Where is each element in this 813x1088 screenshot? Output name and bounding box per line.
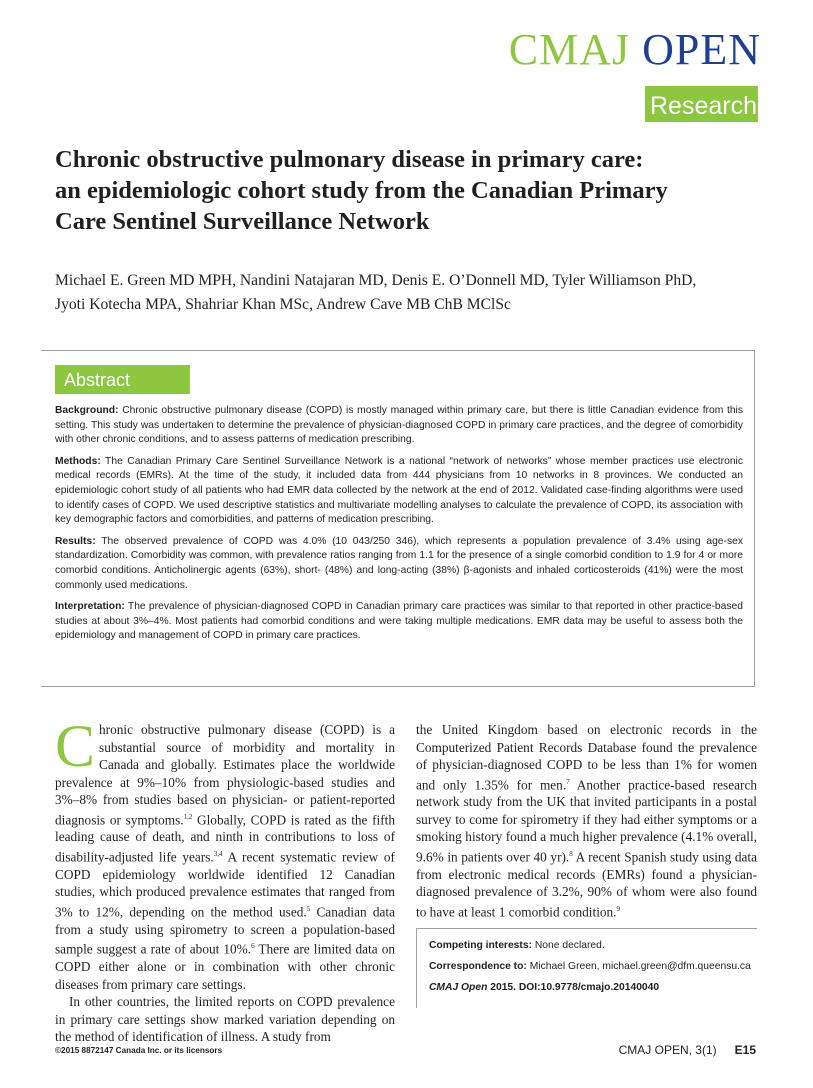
title-line: Chronic obstructive pulmonary disease in primary care: bbox=[55, 146, 644, 173]
correspondence bbox=[429, 960, 789, 973]
citation-journal: CMAJ Open bbox=[429, 982, 488, 993]
body-text: Canadian data from a study using spirometry to screen a population-based sample suggest a rate of about 10%. bbox=[55, 904, 396, 957]
title-line: Care Sentinel Surveillance Network bbox=[55, 208, 430, 235]
author-list bbox=[55, 269, 775, 317]
body-text: hronic obstructive pulmonary disease (COPD) is a substantial source of morbidity and mortality in Canada and globally. Estimates place the worldwide prevalence at 9%–10% from physiologic-based studies and 3%–8% from studies based on physician- or patient-reported diagnosis or symptoms. bbox=[55, 722, 395, 827]
info-text: Michael Green, michael.green@dfm.queensu.ca bbox=[529, 961, 751, 972]
abstract-background bbox=[55, 404, 743, 448]
citation-ref: 5 bbox=[306, 904, 311, 913]
abstract-text: The observed prevalence of COPD was 4.0% (10 043/250 346), which represents a population prevalence of 3.4% using age-sex standardization. Comorbidity was common, with prevalence ratios ranging from 1.1 for the presence of a single comorbid condition to 1.9 for 4 or more comorbid conditions. Anticholinergic agents (63%), short- (48%) and long-acting (38%) β-agonists and inhaled corticosteroids (41%) were the most commonly used medications. bbox=[55, 535, 743, 591]
body-paragraph bbox=[55, 713, 396, 993]
info-label: Correspondence to: bbox=[429, 961, 527, 972]
citation-ref: 9 bbox=[616, 904, 621, 913]
abstract-text: Chronic obstructive pulmonary disease (COPD) is mostly managed within primary care, but there is little Canadian evidence from this setting. This study was undertaken to determine the prevalence of physician-diagnosed COPD in primary care practices, and the degree of comorbidity with other chronic conditions, and to assess patterns of medication prescribing. bbox=[55, 405, 743, 446]
authors-line: Michael E. Green MD MPH, Nandini Natajaran MD, Denis E. O’Donnell MD, Tyler Williamson PhD, bbox=[55, 272, 697, 289]
body-text: the United Kingdom based on electronic records in the Computerized Patient Records Database found the prevalence of physician-diagnosed COPD to be less than 1% for women and only 1.35% for men. bbox=[416, 722, 757, 792]
body-text: A recent systematic review of COPD epidemiology worldwide identified 12 Canadian studies, which produced prevalence estimates that ranged from 3% to 12%, depending on the method used. bbox=[55, 849, 395, 920]
info-label: Competing interests: bbox=[429, 940, 532, 951]
logo-cmaj: CMAJ bbox=[508, 25, 631, 74]
page-footer bbox=[619, 1043, 756, 1057]
citation-ref: 3,4 bbox=[213, 849, 223, 858]
copyright-notice: ©2015 8872147 Canada Inc. or its licensors bbox=[55, 1046, 223, 1055]
competing-interests bbox=[429, 939, 789, 952]
body-text: Another practice-based research network study from the UK that invited participants in a postal survey to come for spirometry if they had either symptoms or a smoking history found a much higher prevalence (4.1% overall, 9.6% in patients over 40 yr). bbox=[416, 776, 758, 865]
body-text: Globally, COPD is rated as the fifth leading cause of death, and ninth in contributions to loss of disability-adjusted life years. bbox=[55, 811, 395, 865]
authors-line: Jyoti Kotecha MPA, Shahriar Khan MSc, Andrew Cave MB ChB MClSc bbox=[55, 296, 511, 313]
citation-ref: 7 bbox=[566, 777, 570, 786]
section-label: Research bbox=[645, 86, 758, 122]
body-text: There are limited data on COPD either alone or in combination with other chronic diseases from primary care settings. bbox=[55, 941, 395, 992]
abstract-label: Results: bbox=[55, 535, 96, 547]
article-title bbox=[55, 144, 775, 237]
abstract-results bbox=[55, 535, 743, 593]
abstract-interpretation bbox=[55, 600, 743, 644]
body-text: A recent Spanish study using data from electronic medical records (EMRs) found a physician-diagnosed prevalence of 3.2%, 90% of whom were also found to have at least 1 comorbid condition. bbox=[416, 849, 757, 920]
footer-journal: CMAJ OPEN, 3(1) bbox=[618, 1043, 717, 1057]
drop-cap: C bbox=[55, 713, 96, 779]
journal-logo bbox=[508, 25, 761, 74]
citation bbox=[429, 981, 789, 994]
page-number: E15 bbox=[734, 1043, 756, 1057]
article-info bbox=[429, 939, 789, 1002]
body-column-left bbox=[55, 713, 396, 1046]
abstract-heading: Abstract bbox=[55, 365, 190, 394]
logo-open: OPEN bbox=[642, 25, 761, 74]
info-text: None declared. bbox=[534, 940, 605, 951]
abstract-body bbox=[55, 404, 743, 651]
abstract-label: Methods: bbox=[55, 455, 101, 467]
body-paragraph bbox=[416, 721, 757, 921]
title-line: an epidemiologic cohort study from the Canadian Primary bbox=[55, 177, 668, 204]
abstract-text: The Canadian Primary Care Sentinel Surveillance Network is a national “network of networks” whose member practices use electronic medical records (EMRs). At the time of the study, it included data from 444 physicians from 10 networks in 8 provinces. We conducted an epidemiologic cohort study of all patients who had EMR data collected by the network at the end of 2012. Validated case-finding algorithms were used to identify cases of COPD. We used descriptive statistics and multivariate modelling analyses to calculate the prevalence of COPD, its association with key demographic factors and comorbidities, and patterns of medication prescribing. bbox=[55, 455, 743, 526]
abstract-text: The prevalence of physician-diagnosed COPD in Canadian primary care practices was similar to that reported in other practice-based studies at about 3%–4%. Most patients had comorbid conditions and were taking multiple medications. EMR data may be useful to assess both the epidemiology and management of COPD in primary care practices. bbox=[55, 601, 743, 642]
citation-ref: 8 bbox=[569, 849, 573, 858]
citation-text: 2015. DOI:10.9778/cmajo.20140040 bbox=[490, 982, 660, 993]
citation-ref: 1,2 bbox=[183, 812, 193, 821]
abstract-methods bbox=[55, 455, 743, 528]
citation-ref: 6 bbox=[251, 942, 255, 951]
body-paragraph: In other countries, the limited reports on COPD prevalence in primary care settings show marked variation depending on the method of identification of illness. A study from bbox=[55, 994, 395, 1045]
abstract-label: Background: bbox=[55, 405, 119, 416]
body-column-right bbox=[416, 721, 757, 921]
abstract-label: Interpretation: bbox=[55, 601, 125, 613]
